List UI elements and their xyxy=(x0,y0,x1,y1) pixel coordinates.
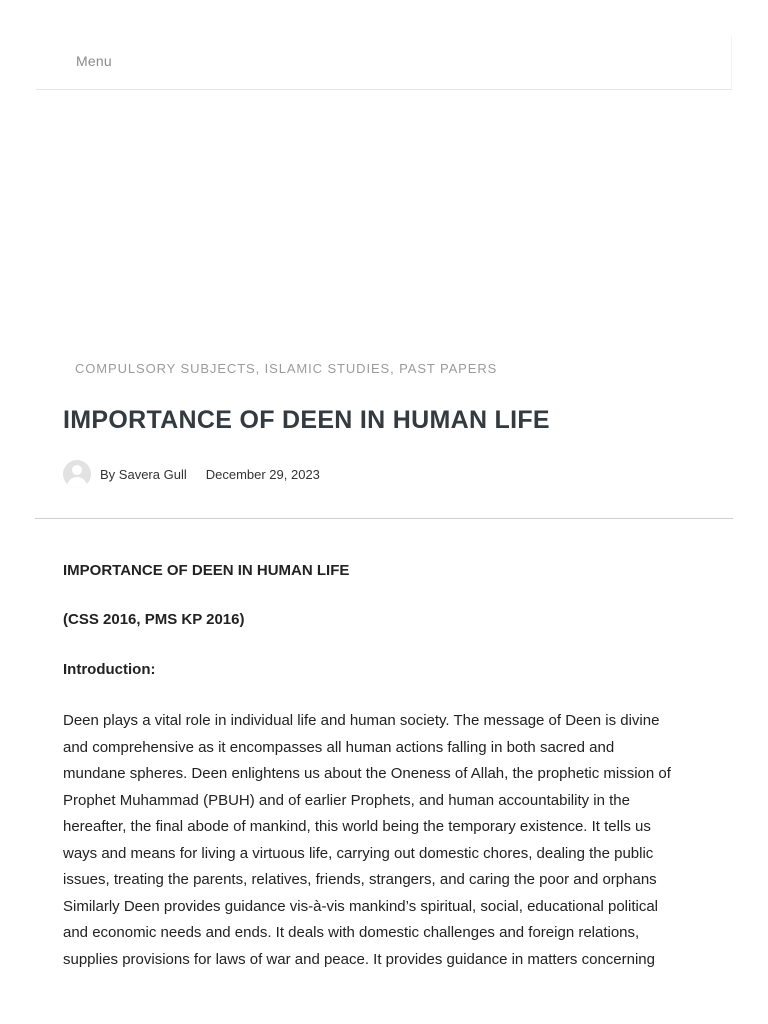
category-separator: , xyxy=(390,361,400,376)
site-header xyxy=(36,36,732,90)
post-date: December 29, 2023 xyxy=(205,466,320,482)
author-link[interactable]: Savera Gull xyxy=(118,466,187,482)
by-label: By xyxy=(100,466,116,482)
category-link-past-papers[interactable]: PAST PAPERS xyxy=(399,361,498,376)
paragraph-line: Deen plays a vital role in individual life and human society. The message of Deen is divine xyxy=(63,712,660,729)
category-separator: , xyxy=(255,361,265,376)
category-link-islamic-studies[interactable]: ISLAMIC STUDIES xyxy=(264,361,391,376)
header-edge xyxy=(731,36,732,89)
content-source: (CSS 2016, PMS KP 2016) xyxy=(63,611,245,628)
post-title: IMPORTANCE OF DEEN IN HUMAN LIFE xyxy=(63,406,550,434)
header-divider xyxy=(35,518,733,519)
introduction-paragraph xyxy=(63,708,703,973)
paragraph-line: Prophet Muhammad (PBUH) and of earlier Prophets, and human accountability in the xyxy=(63,791,630,809)
paragraph-line: issues, treating the parents, relatives, friends, strangers, and caring the poor and orphans xyxy=(63,871,657,888)
paragraph-line: Similarly Deen provides guidance vis-à-vis mankind’s spiritual, social, educational political xyxy=(63,897,658,915)
paragraph-line: and comprehensive as it encompasses all human actions falling in both sacred and xyxy=(63,738,615,756)
post-meta xyxy=(63,460,320,488)
content-heading: IMPORTANCE OF DEEN IN HUMAN LIFE xyxy=(63,562,350,579)
post-categories xyxy=(75,361,497,376)
user-avatar-icon[interactable] xyxy=(63,460,91,488)
paragraph-line: and economic needs and ends. It deals with domestic challenges and foreign relations, xyxy=(63,924,640,941)
introduction-label: Introduction: xyxy=(63,661,156,678)
paragraph-line: supplies provisions for laws of war and peace. It provides guidance in matters concerning xyxy=(63,950,655,968)
paragraph-line: ways and means for living a virtuous life, carrying out domestic chores, dealing the public xyxy=(63,844,654,862)
paragraph-line: hereafter, the final abode of mankind, this world being the temporary existence. It tells us xyxy=(63,818,651,835)
paragraph-line: mundane spheres. Deen enlightens us about the Oneness of Allah, the prophetic mission of xyxy=(63,765,671,782)
menu-toggle-button[interactable]: Menu xyxy=(76,53,112,69)
category-link-compulsory-subjects[interactable]: COMPULSORY SUBJECTS xyxy=(75,361,256,376)
